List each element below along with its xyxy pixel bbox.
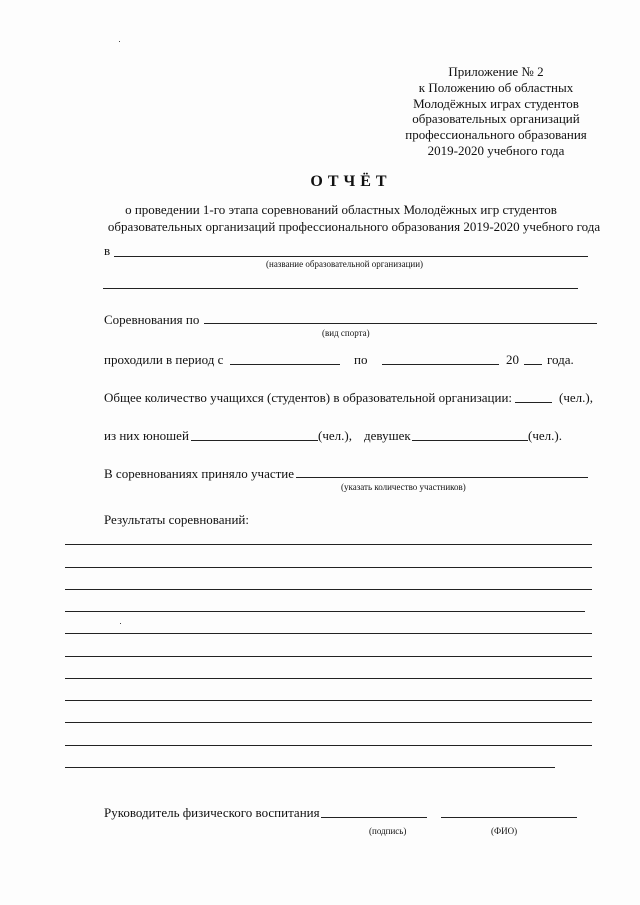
results-line[interactable] bbox=[65, 678, 592, 679]
total-students-unit: (чел.), bbox=[559, 390, 593, 405]
in-prefix: в bbox=[104, 243, 111, 258]
appendix-line-6: 2019-2020 учебного года bbox=[427, 142, 565, 158]
appendix-block bbox=[400, 64, 592, 159]
sport-caption: (вид спорта) bbox=[322, 328, 370, 338]
boys-label: из них юношей bbox=[104, 428, 189, 443]
participants-caption: (указать количество участников) bbox=[341, 482, 466, 492]
period-end-field[interactable] bbox=[382, 364, 499, 365]
organization-name-field-2[interactable] bbox=[103, 288, 578, 289]
girls-label: девушек bbox=[364, 428, 411, 443]
appendix-line-5: профессионального образования bbox=[405, 127, 587, 143]
year-suffix: года. bbox=[547, 352, 574, 367]
scan-speck bbox=[120, 623, 121, 624]
name-caption: (ФИО) bbox=[491, 826, 518, 836]
total-students-field[interactable] bbox=[515, 402, 552, 403]
sport-field[interactable] bbox=[204, 323, 597, 324]
participants-label: В соревнованиях приняло участие bbox=[104, 466, 295, 481]
total-students-label: Общее количество учащихся (студентов) в образовательной организации: bbox=[104, 390, 513, 405]
boys-count-field[interactable] bbox=[191, 440, 318, 441]
results-line[interactable] bbox=[65, 656, 592, 657]
competitions-label: Соревнования по bbox=[104, 312, 200, 327]
name-field[interactable] bbox=[441, 817, 577, 818]
results-line[interactable] bbox=[65, 700, 592, 701]
document-title: ОТЧЁТ bbox=[310, 173, 392, 190]
organization-name-field[interactable] bbox=[114, 256, 588, 257]
results-line[interactable] bbox=[65, 611, 585, 612]
appendix-line-2: к Положению об областных bbox=[418, 79, 574, 95]
appendix-line-4: образовательных организаций bbox=[412, 111, 580, 127]
signature-caption: (подпись) bbox=[369, 826, 407, 836]
results-line[interactable] bbox=[65, 767, 555, 768]
girls-unit: (чел.). bbox=[528, 428, 562, 443]
results-line[interactable] bbox=[65, 589, 592, 590]
period-start-field[interactable] bbox=[230, 364, 340, 365]
appendix-line-3: Молодёжных играх студентов bbox=[413, 95, 579, 111]
organization-name-caption: (название образовательной организации) bbox=[266, 259, 424, 269]
results-line[interactable] bbox=[65, 567, 592, 568]
boys-unit: (чел.), bbox=[318, 428, 352, 443]
results-label: Результаты соревнований: bbox=[104, 512, 249, 527]
results-line[interactable] bbox=[65, 633, 592, 634]
period-to-label: по bbox=[354, 352, 368, 367]
year-field[interactable] bbox=[524, 364, 542, 365]
scan-speck bbox=[119, 41, 120, 42]
results-line[interactable] bbox=[65, 745, 592, 746]
results-line[interactable] bbox=[65, 722, 592, 723]
document-subtitle-line-2: образовательных организаций профессионального образования 2019-2020 учебного года bbox=[107, 219, 601, 234]
girls-count-field[interactable] bbox=[412, 440, 528, 441]
head-label: Руководитель физического воспитания bbox=[104, 805, 320, 820]
participants-field[interactable] bbox=[296, 477, 588, 478]
results-line[interactable] bbox=[65, 544, 592, 545]
period-label: проходили в период с bbox=[104, 352, 224, 367]
document-subtitle-line-1: о проведении 1-го этапа соревнований областных Молодёжных игр студентов bbox=[125, 202, 557, 217]
year-prefix: 20 bbox=[506, 352, 519, 367]
signature-field[interactable] bbox=[321, 817, 427, 818]
appendix-line-1: Приложение № 2 bbox=[448, 64, 544, 79]
